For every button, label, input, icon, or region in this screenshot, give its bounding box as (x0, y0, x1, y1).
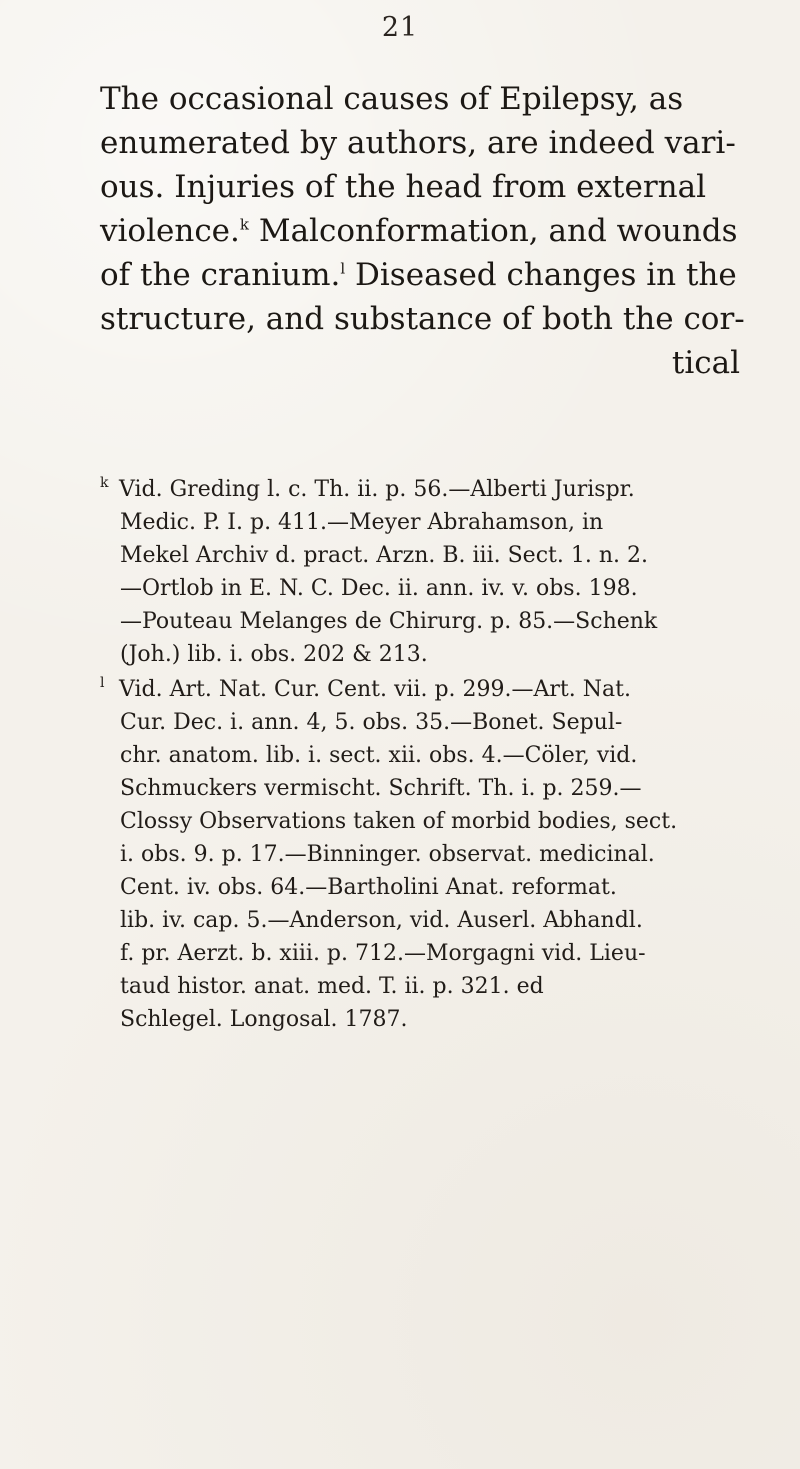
footnote-text: Vid. Greding l. c. Th. ii. p. 56.—Alberti Jurispr. (119, 477, 635, 502)
footnote-line: (Joh.) lib. i. obs. 202 & 213. (120, 642, 428, 667)
footnote-reference-k: k (239, 215, 249, 234)
footnote-line (100, 473, 750, 506)
catchword: tical (671, 345, 740, 381)
footnote-line: Cur. Dec. i. ann. 4, 5. obs. 35.—Bonet. Sepul- (120, 710, 623, 735)
footnote-line (100, 673, 750, 706)
body-line (100, 209, 740, 253)
footnote-l (100, 673, 750, 1036)
body-line: The occasional causes of Epilepsy, as (100, 81, 684, 117)
body-line-segment: Malconformation, and wounds (248, 213, 738, 249)
body-line: structure, and substance of both the cor- (100, 301, 745, 337)
footnote-line: taud histor. anat. med. T. ii. p. 321. ed (120, 974, 544, 999)
footnote-mark: k (100, 475, 109, 491)
footnote-mark: l (100, 675, 105, 691)
footnote-line: chr. anatom. lib. i. sect. xii. obs. 4.—Cöler, vid. (120, 743, 638, 768)
footnote-line: lib. iv. cap. 5.—Anderson, vid. Auserl. Abhandl. (120, 908, 643, 933)
body-line-segment: Diseased changes in the (345, 257, 737, 293)
body-line-segment: violence. (100, 213, 240, 249)
footnote-line: Medic. P. I. p. 411.—Meyer Abrahamson, in (120, 510, 604, 535)
footnote-line: —Ortlob in E. N. C. Dec. ii. ann. iv. v. obs. 198. (120, 576, 638, 601)
footnote-line: Schmuckers vermischt. Schrift. Th. i. p. 259.— (120, 776, 642, 801)
body-line: ous. Injuries of the head from external (100, 169, 706, 205)
footnote-line: —Pouteau Melanges de Chirurg. p. 85.—Schenk (120, 609, 658, 634)
footnote-k (100, 473, 750, 671)
footnote-line: Cent. iv. obs. 64.—Bartholini Anat. reformat. (120, 875, 617, 900)
body-line-segment: of the cranium. (100, 257, 341, 293)
body-line (100, 253, 740, 297)
footnotes (100, 473, 750, 1038)
footnote-line: Clossy Observations taken of morbid bodies, sect. (120, 809, 678, 834)
body-line: enumerated by authors, are indeed vari- (100, 125, 736, 161)
page-number: 21 (381, 12, 419, 43)
footnote-line: i. obs. 9. p. 17.—Binninger. observat. medicinal. (120, 842, 655, 867)
footnote-line: Schlegel. Longosal. 1787. (120, 1007, 408, 1032)
footnote-text: Vid. Art. Nat. Cur. Cent. vii. p. 299.—Art. Nat. (119, 677, 631, 702)
footnote-reference-l: l (340, 259, 346, 278)
main-paragraph (100, 77, 745, 385)
footnote-line: Mekel Archiv d. pract. Arzn. B. iii. Sect. 1. n. 2. (120, 543, 648, 568)
footnote-line: f. pr. Aerzt. b. xiii. p. 712.—Morgagni vid. Lieu- (120, 941, 646, 966)
